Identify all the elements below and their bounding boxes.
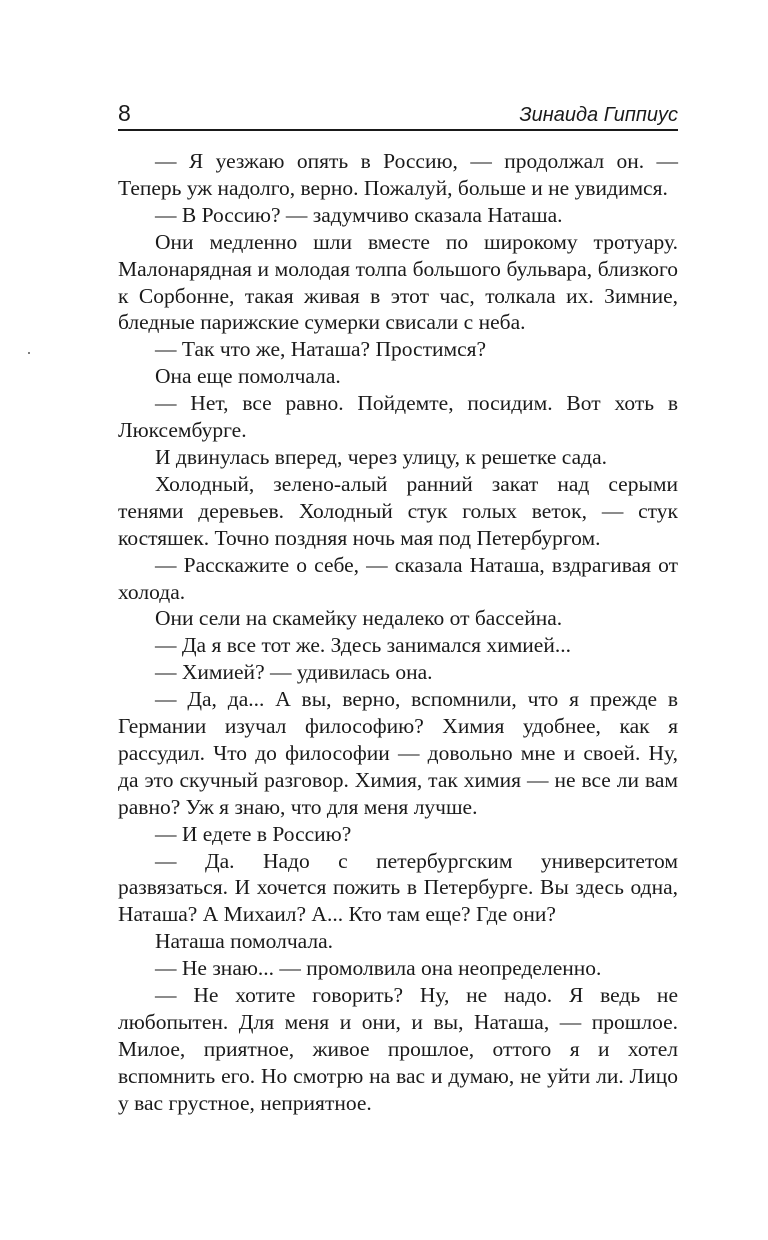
paragraph: — Я уезжаю опять в Россию, — продолжал он. — Теперь уж надолго, верно. Пожалуй, больше и не увидимся.: [118, 149, 678, 200]
author-name: Зинаида Гиппиус: [519, 104, 678, 126]
paragraph: Наташа помолчала.: [155, 929, 334, 954]
book-page: [118, 95, 678, 1117]
paragraph: — И едете в Россию?: [155, 821, 352, 846]
body-text: [118, 148, 678, 1117]
paragraph: — В Россию? — задумчиво сказала Наташа.: [155, 202, 563, 227]
paragraph: Они сели на скамейку недалеко от бассейна.: [155, 606, 563, 631]
paragraph: — Химией? — удивилась она.: [155, 660, 433, 685]
paragraph: Они медленно шли вместе по широкому тротуару. Малонарядная и молодая толпа большого бульвара, близкого к Сорбонне, такая живая в этот час, толкала их. Зимние, бледные парижские сумерки свисали с неба.: [118, 229, 678, 335]
paragraph: — Не хотите говорить? Ну, не надо. Я ведь не любопытен. Для меня и они, и вы, Наташа, — прошлое. Милое, приятное, живое прошлое, оттого я и хотел вспомнить его. Но смотрю на вас и думаю, не уйти ли. Лицо у вас грустное, неприятное.: [118, 983, 678, 1115]
scan-speck: [28, 352, 30, 354]
paragraph: — Да. Надо с петербургским университетом развязаться. И хочется пожить в Петербурге. Вы здесь одна, Наташа? А Михаил? А... Кто там еще? Где они?: [118, 848, 678, 927]
page-number: 8: [118, 100, 131, 126]
paragraph: — Расскажите о себе, — сказала Наташа, вздрагивая от холода.: [118, 552, 678, 604]
paragraph: — Да, да... А вы, верно, вспомнили, что я прежде в Германии изучал философию? Химия удобнее, как я рассудил. Что до философии — довольно мне и своей. Ну, да это скучный разговор. Химия, так химия — не все ли вам равно? Уж я знаю, что для меня лучше.: [118, 687, 678, 819]
paragraph: — Нет, все равно. Пойдемте, посидим. Вот хоть в Люксембурге.: [118, 391, 678, 443]
paragraph: Она еще помолчала.: [155, 364, 341, 389]
running-header: [118, 95, 678, 131]
paragraph: Холодный, зелено-алый ранний закат над серыми тенями деревьев. Холодный стук голых веток, — стук костяшек. Точно поздняя ночь мая под Петербургом.: [118, 471, 678, 550]
paragraph: — Так что же, Наташа? Простимся?: [155, 337, 487, 362]
paragraph: — Не знаю... — промолвила она неопределенно.: [155, 956, 602, 981]
paragraph: И двинулась вперед, через улицу, к решетке сада.: [155, 444, 608, 469]
paragraph: — Да я все тот же. Здесь занимался химией...: [155, 633, 571, 658]
